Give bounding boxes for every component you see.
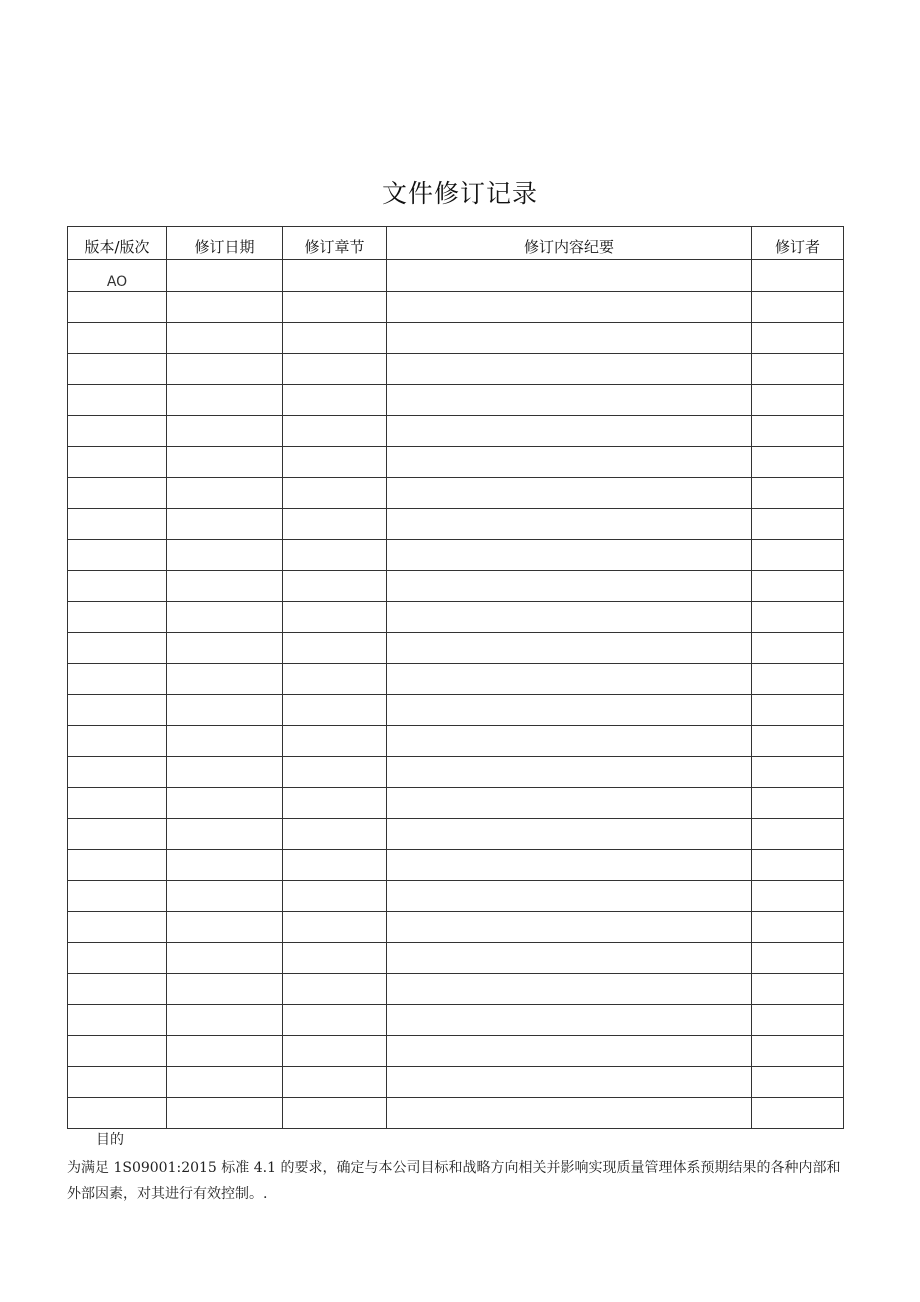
- table-row: [68, 292, 844, 323]
- summary-cell: [387, 664, 752, 695]
- revision-table: [67, 226, 844, 1129]
- date-cell: [167, 1005, 283, 1036]
- summary-cell: [387, 912, 752, 943]
- purpose-paragraph: 为满足 1S09001:2015 标准 4.1 的要求，确定与本公司目标和战略方向相关并影响实现质量管理体系预期结果的各种内部和外部因素，对其进行有效控制。.: [67, 1160, 841, 1202]
- table-row: [68, 1098, 844, 1129]
- section-cell: [283, 260, 387, 292]
- section-cell: [283, 1036, 387, 1067]
- section-cell: [283, 943, 387, 974]
- section-cell: [283, 664, 387, 695]
- table-row: [68, 633, 844, 664]
- date-cell: [167, 1067, 283, 1098]
- summary-cell: [387, 478, 752, 509]
- date-cell: [167, 664, 283, 695]
- summary-cell: [387, 974, 752, 1005]
- section-cell: [283, 757, 387, 788]
- date-cell: [167, 695, 283, 726]
- date-cell: [167, 478, 283, 509]
- section-cell: [283, 602, 387, 633]
- reviser-cell: [752, 602, 844, 633]
- table-row: [68, 1005, 844, 1036]
- date-cell: [167, 633, 283, 664]
- date-cell: [167, 881, 283, 912]
- date-cell: [167, 354, 283, 385]
- table-row: [68, 664, 844, 695]
- reviser-cell: [752, 912, 844, 943]
- header-revision-date: 修订日期: [167, 227, 283, 260]
- section-cell: [283, 571, 387, 602]
- version-cell: [68, 633, 167, 664]
- section-cell: [283, 416, 387, 447]
- summary-cell: [387, 260, 752, 292]
- version-cell: [68, 354, 167, 385]
- version-cell: [68, 1005, 167, 1036]
- version-cell: [68, 571, 167, 602]
- table-row: [68, 385, 844, 416]
- summary-cell: [387, 881, 752, 912]
- section-cell: [283, 788, 387, 819]
- table-row: [68, 602, 844, 633]
- table-row: [68, 416, 844, 447]
- summary-cell: [387, 1036, 752, 1067]
- table-row: [68, 757, 844, 788]
- reviser-cell: [752, 788, 844, 819]
- version-cell: [68, 1036, 167, 1067]
- table-header-row: [68, 227, 844, 260]
- summary-cell: [387, 819, 752, 850]
- date-cell: [167, 943, 283, 974]
- section-cell: [283, 540, 387, 571]
- reviser-cell: [752, 850, 844, 881]
- reviser-cell: [752, 385, 844, 416]
- summary-cell: [387, 943, 752, 974]
- summary-cell: [387, 1067, 752, 1098]
- reviser-cell: [752, 540, 844, 571]
- reviser-cell: [752, 416, 844, 447]
- summary-cell: [387, 416, 752, 447]
- date-cell: [167, 912, 283, 943]
- version-cell: [68, 757, 167, 788]
- version-cell: [68, 478, 167, 509]
- reviser-cell: [752, 664, 844, 695]
- date-cell: [167, 726, 283, 757]
- summary-cell: [387, 509, 752, 540]
- header-revision-summary: 修订内容纪要: [387, 227, 752, 260]
- summary-cell: [387, 850, 752, 881]
- section-cell: [283, 633, 387, 664]
- section-cell: [283, 509, 387, 540]
- table-row: [68, 974, 844, 1005]
- version-cell: [68, 447, 167, 478]
- section-cell: [283, 354, 387, 385]
- version-cell: [68, 540, 167, 571]
- version-cell: AO: [68, 260, 167, 292]
- version-cell: [68, 509, 167, 540]
- summary-cell: [387, 540, 752, 571]
- section-cell: [283, 447, 387, 478]
- date-cell: [167, 447, 283, 478]
- reviser-cell: [752, 757, 844, 788]
- summary-cell: [387, 757, 752, 788]
- table-row: [68, 571, 844, 602]
- reviser-cell: [752, 1005, 844, 1036]
- reviser-cell: [752, 509, 844, 540]
- reviser-cell: [752, 695, 844, 726]
- section-cell: [283, 1067, 387, 1098]
- summary-cell: [387, 323, 752, 354]
- reviser-cell: [752, 974, 844, 1005]
- date-cell: [167, 571, 283, 602]
- table-row: [68, 881, 844, 912]
- section-cell: [283, 385, 387, 416]
- reviser-cell: [752, 1098, 844, 1129]
- date-cell: [167, 757, 283, 788]
- summary-cell: [387, 726, 752, 757]
- summary-cell: [387, 1005, 752, 1036]
- purpose-heading: 目的: [96, 1132, 124, 1148]
- section-cell: [283, 850, 387, 881]
- summary-cell: [387, 1098, 752, 1129]
- date-cell: [167, 385, 283, 416]
- summary-cell: [387, 633, 752, 664]
- date-cell: [167, 416, 283, 447]
- section-cell: [283, 912, 387, 943]
- date-cell: [167, 323, 283, 354]
- version-cell: [68, 881, 167, 912]
- date-cell: [167, 540, 283, 571]
- section-cell: [283, 695, 387, 726]
- header-revision-section: 修订章节: [283, 227, 387, 260]
- reviser-cell: [752, 478, 844, 509]
- reviser-cell: [752, 292, 844, 323]
- version-cell: [68, 726, 167, 757]
- version-cell: [68, 602, 167, 633]
- table-row: [68, 354, 844, 385]
- reviser-cell: [752, 447, 844, 478]
- reviser-cell: [752, 1067, 844, 1098]
- date-cell: [167, 602, 283, 633]
- date-cell: [167, 509, 283, 540]
- version-cell: [68, 292, 167, 323]
- reviser-cell: [752, 1036, 844, 1067]
- table-row: [68, 1036, 844, 1067]
- table-row: [68, 478, 844, 509]
- reviser-cell: [752, 323, 844, 354]
- reviser-cell: [752, 943, 844, 974]
- reviser-cell: [752, 571, 844, 602]
- table-row: [68, 695, 844, 726]
- table-row: [68, 943, 844, 974]
- reviser-cell: [752, 260, 844, 292]
- table-row: [68, 912, 844, 943]
- date-cell: [167, 974, 283, 1005]
- header-reviser: 修订者: [752, 227, 844, 260]
- summary-cell: [387, 292, 752, 323]
- version-cell: [68, 664, 167, 695]
- version-cell: [68, 819, 167, 850]
- summary-cell: [387, 571, 752, 602]
- table-row: [68, 260, 844, 292]
- table-row: [68, 819, 844, 850]
- section-cell: [283, 478, 387, 509]
- date-cell: [167, 1036, 283, 1067]
- table-row: [68, 726, 844, 757]
- summary-cell: [387, 695, 752, 726]
- summary-cell: [387, 602, 752, 633]
- date-cell: [167, 292, 283, 323]
- version-cell: [68, 788, 167, 819]
- reviser-cell: [752, 881, 844, 912]
- summary-cell: [387, 385, 752, 416]
- version-cell: [68, 912, 167, 943]
- revision-table-body: [68, 260, 844, 1129]
- reviser-cell: [752, 633, 844, 664]
- date-cell: [167, 1098, 283, 1129]
- date-cell: [167, 819, 283, 850]
- page-title: 文件修订记录: [381, 179, 538, 208]
- date-cell: [167, 260, 283, 292]
- table-row: [68, 323, 844, 354]
- summary-cell: [387, 447, 752, 478]
- version-cell: [68, 850, 167, 881]
- section-cell: [283, 726, 387, 757]
- version-cell: [68, 416, 167, 447]
- section-cell: [283, 1098, 387, 1129]
- section-cell: [283, 323, 387, 354]
- header-version: 版本/版次: [68, 227, 167, 260]
- version-cell: [68, 323, 167, 354]
- table-row: [68, 788, 844, 819]
- version-cell: [68, 695, 167, 726]
- date-cell: [167, 788, 283, 819]
- section-cell: [283, 881, 387, 912]
- table-row: [68, 509, 844, 540]
- reviser-cell: [752, 726, 844, 757]
- version-cell: [68, 1067, 167, 1098]
- version-cell: [68, 1098, 167, 1129]
- date-cell: [167, 850, 283, 881]
- version-cell: [68, 943, 167, 974]
- summary-cell: [387, 788, 752, 819]
- table-row: [68, 447, 844, 478]
- table-row: [68, 1067, 844, 1098]
- reviser-cell: [752, 354, 844, 385]
- summary-cell: [387, 354, 752, 385]
- version-cell: [68, 974, 167, 1005]
- table-row: [68, 850, 844, 881]
- section-cell: [283, 1005, 387, 1036]
- reviser-cell: [752, 819, 844, 850]
- section-cell: [283, 292, 387, 323]
- version-cell: [68, 385, 167, 416]
- table-row: [68, 540, 844, 571]
- section-cell: [283, 819, 387, 850]
- section-cell: [283, 974, 387, 1005]
